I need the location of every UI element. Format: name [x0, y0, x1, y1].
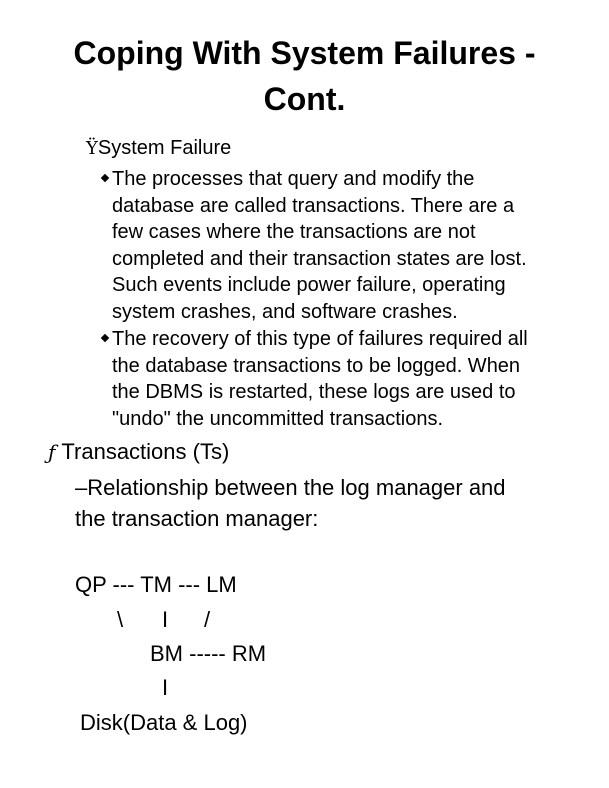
text-line: completed and their transaction states are lost. [112, 247, 527, 270]
text-line: "undo" the uncommitted transactions. [112, 407, 444, 430]
diagram-row-bm-rm: BM ----- RM [150, 641, 267, 666]
text-line: Such events include power failure, operating [112, 274, 506, 296]
bullet-system-failure [86, 136, 231, 161]
bullet-glyph: Ÿ [86, 138, 98, 159]
text-line: system crashes, and software crashes. [112, 300, 458, 323]
diamond-bullet-icon [101, 174, 109, 182]
text-line: –Relationship between the log manager and [75, 475, 506, 500]
sub-point-recovery [112, 326, 592, 432]
slide-title [0, 30, 609, 122]
bullet-glyph: ƒ [48, 440, 56, 464]
heading-system-failure: System Failure [97, 137, 232, 159]
diagram-connector-down: I [162, 675, 169, 700]
title-line-2: Cont. [263, 81, 346, 117]
diagram-row-disk: Disk(Data & Log) [80, 710, 248, 735]
bullet-transactions [48, 438, 229, 466]
text-line: few cases where the transactions are not [112, 221, 476, 243]
text-line: the database transactions to be logged. When [112, 354, 521, 377]
title-line-1: Coping With System Failures - [73, 35, 536, 71]
text-line: The recovery of this type of failures required all [112, 328, 528, 350]
diagram-connector-left: \ [117, 607, 124, 632]
text-line: database are called transactions. There are a [112, 194, 515, 217]
diagram-connector-middle: I [162, 607, 169, 632]
text-line: The processes that query and modify the [112, 168, 475, 190]
sub-point-processes [112, 166, 592, 325]
diagram-row-qp-tm-lm: QP --- TM --- LM [75, 572, 237, 597]
diamond-bullet-icon [101, 334, 109, 342]
text-line: the DBMS is restarted, these logs are used to [112, 381, 516, 403]
heading-transactions: Transactions (Ts) [61, 439, 230, 464]
diagram-connector-right: / [204, 607, 211, 632]
sub-point-relationship [75, 472, 506, 534]
text-line: the transaction manager: [75, 506, 319, 531]
